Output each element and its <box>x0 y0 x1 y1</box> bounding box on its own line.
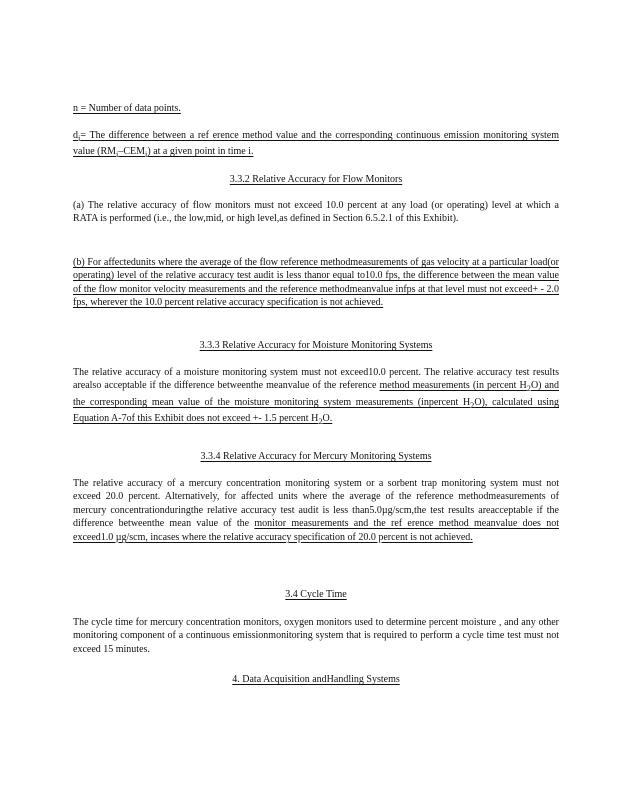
heading-3-3-3 <box>73 339 559 352</box>
d-definition-part1: = The difference between a ref erence method value and the corresponding continuous emission monitoring system value (RM <box>73 130 559 158</box>
heading-3-4-text: 3.4 Cycle Time <box>285 589 347 600</box>
heading-4 <box>73 673 559 686</box>
para-3-3-3-u2: O) and the corresponding mean value of the moisture monitoring system measurements (inpercent H <box>73 380 560 408</box>
heading-3-3-4 <box>73 450 559 463</box>
para-3-3-2-b: (b) For affectedunits where the average of the flow reference methodmeasurements of gas velocity at a particular load(or operating) level of the relative accuracy test audit is less thanor equal to10.0 fps, the difference between the mean value of the flow monitor velocity measurements and the reference methodmeanvalue infps at that level must not exceed+ - 2.0 fps, wherever the 10.0 percent relative accuracy specification is not achieved. <box>73 257 559 309</box>
para-3-4: The cycle time for mercury concentration monitors, oxygen monitors used to determine percent moisture , and any other monitoring component of a continuous emissionmonitoring system that is required to perform a cycle time test must not exceed 15 minutes. <box>73 617 559 655</box>
heading-3-3-2-text: 3.3.2 Relative Accuracy for Flow Monitors <box>229 174 403 185</box>
d-definition-text <box>73 130 559 160</box>
para-3-3-3-plain: The relative accuracy of a moisture monitoring system must not exceed10.0 percent. The relative accuracy test results arealso acceptable if the difference betweenthe meanvalue of the reference <box>73 367 559 392</box>
d-definition-part3: ) at a given point in time i. <box>147 146 254 158</box>
para-3-3-3-u1: method measurements (in percent H <box>379 380 527 392</box>
para-3-3-3-u3: O), calculated using Equation A-7of this Exhibit does not exceed +- 1.5 percent H <box>73 396 559 425</box>
para-3-3-3 <box>73 366 559 429</box>
heading-3-4 <box>73 588 559 601</box>
para-3-3-4-underlined: monitor measurements and the ref erence method meanvalue does not exceed1.0 µg/scm, incases where the relative accuracy specification of 20.0 percent is not achieved. <box>73 518 559 543</box>
h2o-subscript-1: 2 <box>526 384 531 394</box>
h2o-subscript-2: 2 <box>470 400 475 410</box>
rm-subscript: i <box>116 150 119 160</box>
d-subscript: i <box>78 134 81 143</box>
para-3-3-4-plain: The relative accuracy of a mercury concentration monitoring system or a sorbent trap monitoring system must not exceed 20.0 percent. Alternatively, for affected units where the average of the reference methodmeasurements of mercury concentrationduringthe relative accuracy test audit is less than5.0µg/scm,the test results areacceptable if the difference betweenthe mean value of the <box>73 478 559 530</box>
para-3-3-3-u4: O. <box>322 413 333 425</box>
d-symbol: d <box>73 130 78 141</box>
h2o-subscript-3: 2 <box>318 417 323 427</box>
n-definition: n = Number of data points. <box>73 103 181 114</box>
heading-4-text: 4. Data Acquisition andHandling Systems <box>232 674 400 685</box>
heading-3-3-4-text: 3.3.4 Relative Accuracy for Mercury Monitoring Systems <box>200 451 432 462</box>
heading-3-3-3-text: 3.3.3 Relative Accuracy for Moisture Monitoring Systems <box>199 340 433 351</box>
d-definition <box>73 129 559 162</box>
para-3-3-2-a: (a) The relative accuracy of flow monitors must not exceed 10.0 percent at any load (or operating) level at which a RATA is performed (i.e., the low,mid, or high level,as defined in Section 6.5.2.1 of this Exhibit). <box>73 200 559 225</box>
cem-subscript: i <box>145 150 148 160</box>
d-definition-part2: –CEM <box>118 146 146 158</box>
para-3-3-4 <box>73 477 559 544</box>
heading-3-3-2 <box>73 173 559 186</box>
